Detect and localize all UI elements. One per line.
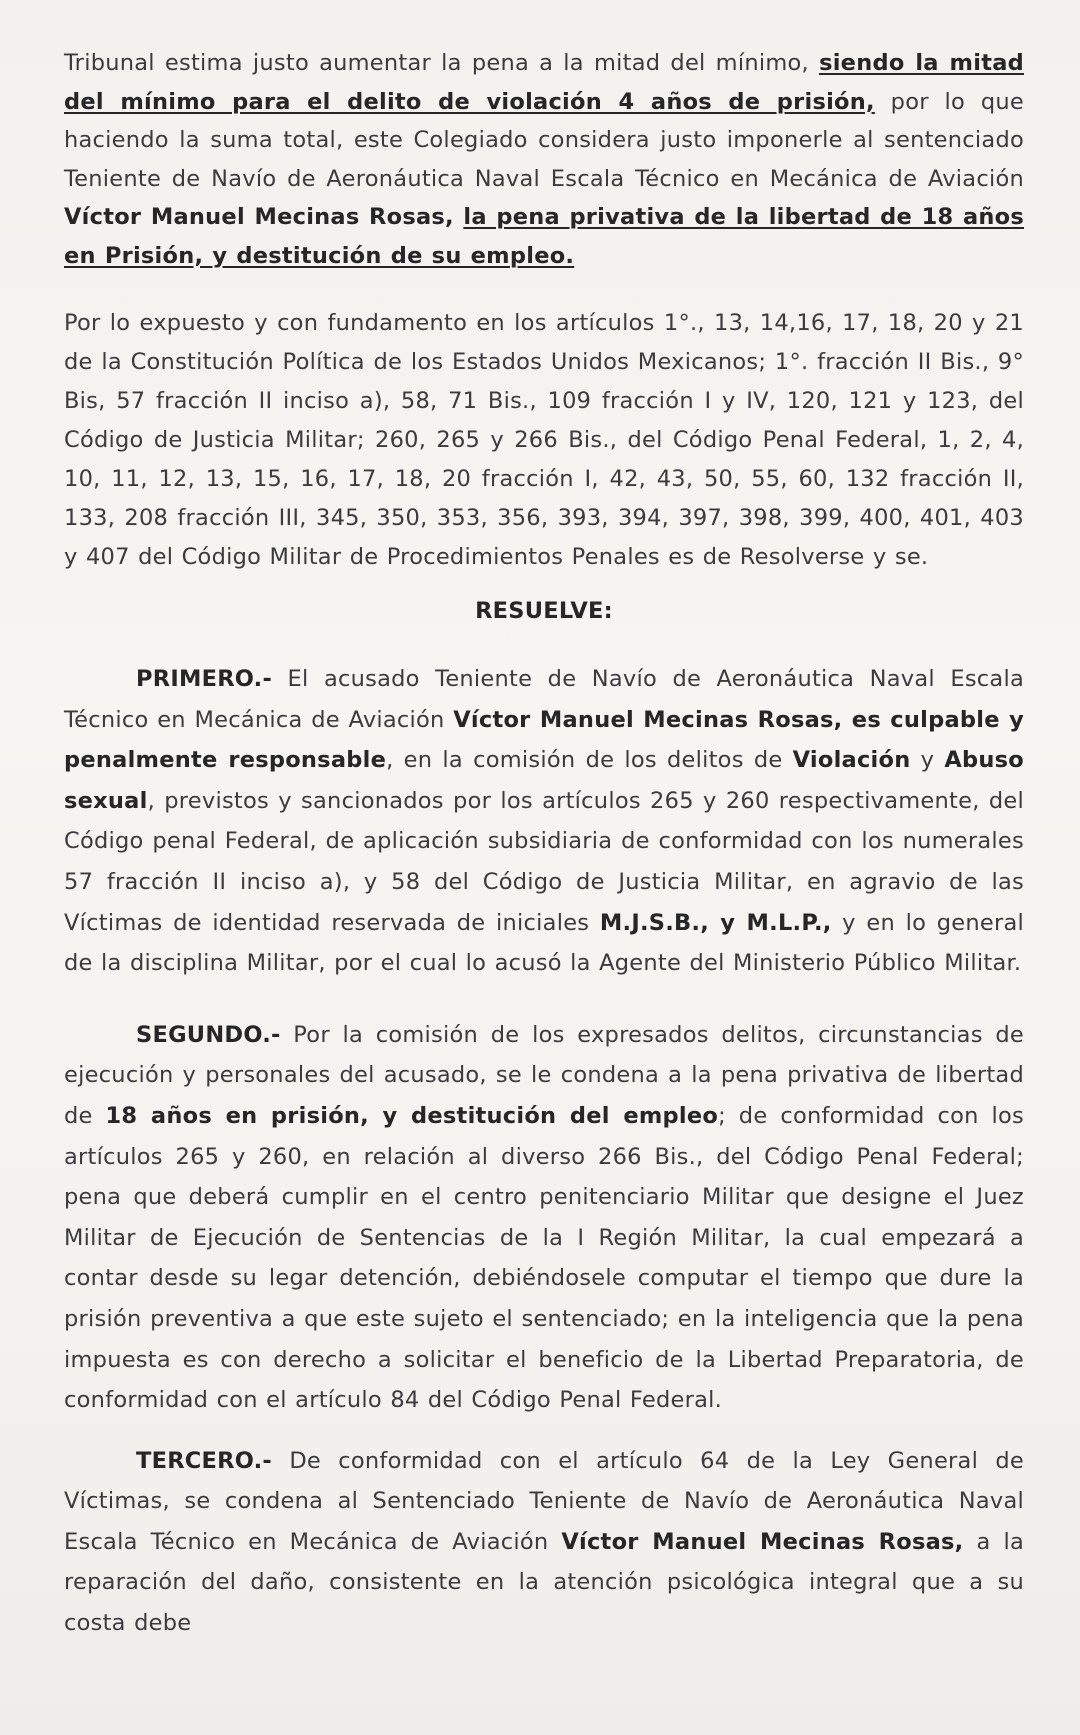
clause-label: TERCERO.- [136,1447,273,1474]
bold-text: Víctor Manuel Mecinas Rosas, es culpable y penalmente responsable [64,706,1024,774]
text-run: El acusado Teniente de Navío de Aeronáutica Naval Escala Técnico en Mecánica de Aviación [64,666,1024,733]
bold-text: Abuso sexual [64,747,1025,814]
bold-text-name: Víctor Manuel Mecinas Rosas, [64,204,464,230]
bold-underlined-text: la pena privativa de la libertad de 18 años en Prisión, y destitución de su empleo. [64,204,1024,269]
bold-text-name: Víctor Manuel Mecinas Rosas, [561,1528,964,1555]
bold-text: M.J.S.B., y M.L.P., [599,909,832,936]
text-run: Tribunal estima justo aumentar la pena a la mitad del mínimo, [64,50,820,76]
bold-text: 18 años en prisión, y destitución del empleo [105,1102,719,1129]
text-run: De conformidad con el artículo 64 de la Ley General de Víctimas, se condena al Sentenciado Teniente de Navío de Aeronáutica Naval Escala Técnico en Mecánica de Aviación [64,1447,1024,1555]
text-run: , previstos y sancionados por los artículos 265 y 260 respectivamente, del Código penal Federal, de aplicación subsidiaria de conformidad con los numerales 57 fracción II inciso a), y 58 del Código de Justicia Militar, en agravio de las Víctimas de identidad reservada de iniciales [64,787,1024,936]
section-heading-resuelve: RESUELVE: [475,598,613,624]
paragraph-sentence-summary [64,44,1024,275]
bold-text: Violación [792,747,911,774]
paragraph-tercero [64,1441,1024,1644]
text-run: y [910,747,945,774]
clause-label: PRIMERO.- [136,666,273,692]
clause-label: SEGUNDO.- [136,1021,281,1048]
text-run: ; de conformidad con los artículos 265 y 260, en relación al diverso 266 Bis., del Código Penal Federal; pena que deberá cumplir en el centro penitenciario Militar que designe el Juez Militar de Ejecución de Sentencias de la I Región Militar, la cual empezará a contar desde su legar detención, debiéndosele computar el tiempo que dure la prisión preventiva a que este sujeto el sentenciado; en la inteligencia que la pena impuesta es con derecho a solicitar el beneficio de la Libertad Preparatoria, de conformidad con el artículo 84 del Código Penal Federal. [64,1102,1024,1414]
paragraph-segundo [64,1015,1024,1421]
bold-underlined-text: siendo la mitad del mínimo para el delito de violación 4 años de prisión, [64,50,1024,115]
text-run: a la reparación del daño, consistente en la atención psicológica integral que a su costa debe [64,1528,1024,1637]
text-run: por lo que haciendo la suma total, este Colegiado considera justo imponerle al sentenciado Teniente de Navío de Aeronáutica Naval Escala Técnico en Mecánica de Aviación [64,88,1024,192]
document-body [64,44,1024,1644]
paragraph-legal-basis: Por lo expuesto y con fundamento en los artículos 1°., 13, 14,16, 17, 18, 20 y 21 de la Constitución Política de los Estados Unidos Mexicanos; 1°. fracción II Bis., 9° Bis, 57 fracción II inciso a), 58, 71 Bis., 109 fracción I y IV, 120, 121 y 123, del Código de Justicia Militar; 260, 265 y 266 Bis., del Código Penal Federal, 1, 2, 4, 10, 11, 12, 13, 15, 16, 17, 18, 20 fracción I, 42, 43, 50, 55, 60, 132 fracción II, 133, 208 fracción III, 345, 350, 353, 356, 393, 394, 397, 398, 399, 400, 401, 403 y 407 del Código Militar de Procedimientos Penales es de Resolverse y se. [64,310,1024,570]
paragraph-primero [64,659,1024,984]
text-run: y en lo general de la disciplina Militar, por el cual lo acusó la Agente del Ministerio Público Militar. [64,909,1024,977]
text-run: , en la comisión de los delitos de [386,747,793,774]
text-run: Por la comisión de los expresados delitos, circunstancias de ejecución y personales del acusado, se le condena a la pena privativa de libertad de [64,1021,1024,1129]
